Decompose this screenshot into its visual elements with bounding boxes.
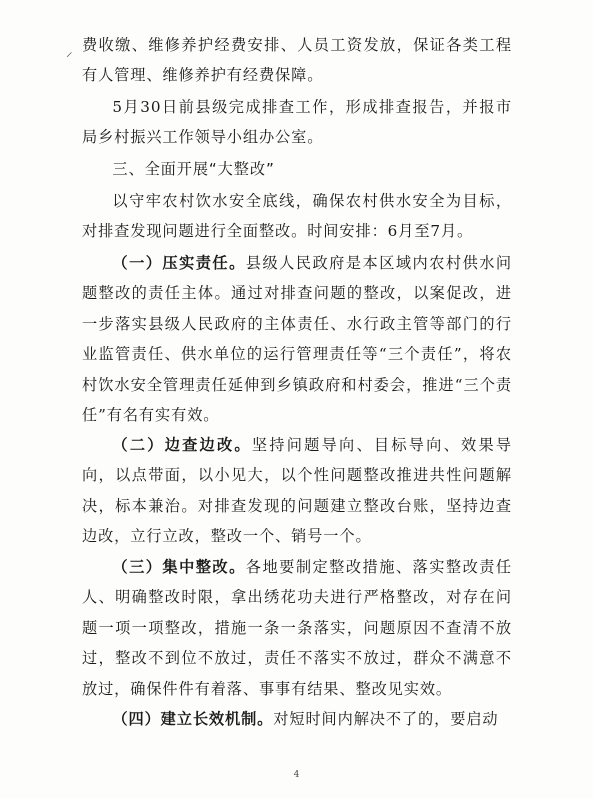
section-heading-rectification: 三、全面开展“大整改”	[112, 160, 275, 178]
subsection-title-long-term: （四）建立长效机制。	[112, 710, 274, 728]
paragraph-funding: 费收缴、维修养护经费安排、人员工资发放，保证各类工程有人管理、维修养护有经费保障。	[82, 36, 512, 85]
subsection-check-and-fix	[82, 430, 512, 552]
subsection-responsibility	[82, 248, 512, 430]
subsection-body-responsibility: 县级人民政府是本区域内农村供水问题整改的责任主体。通过对排查问题的整改，以案促改，进一步落实县级人民政府的主体责任、水行政主管等部门的行业监管责任、供水单位的运行管理责任等“三个责任”，将农村饮水安全管理责任延伸到乡镇政府和村委会，推进“三个责任”有名有实有效。	[82, 254, 513, 425]
page-number: 4	[293, 770, 300, 780]
subsection-body-focused-rectification: 各地要制定整改措施、落实整改责任人、明确整改时限，拿出绣花功夫进行严格整改，对存在问题一项一项整改，措施一条一条落实，问题原因不查清不放过，整改不到位不放过，责任不落实不放过，群众不满意不放过，确保件件有着落、事事有结果、整改见实效。	[82, 558, 513, 698]
subsection-title-responsibility: （一）压实责任。	[112, 254, 246, 272]
paragraph-goal: 以守牢农村饮水安全底线，确保农村供水安全为目标，对排查发现问题进行全面整改。时间安排：6月至7月。	[82, 192, 512, 241]
subsection-body-check-and-fix: 坚持问题导向、目标导向、效果导向，以点带面，以小见大，以个性问题整改推进共性问题解决，标本兼治。对排查发现的问题建立整改台账，坚持边查边改，立行立改，整改一个、销号一个。	[82, 436, 513, 546]
subsection-body-long-term: 对短时间内解决不了的，要启动	[273, 710, 499, 728]
subsection-title-check-and-fix: （二）边查边改。	[112, 436, 252, 454]
paragraph-deadline: 5月30日前县级完成排查工作，形成排查报告，并报市局乡村振兴工作领导小组办公室。	[82, 98, 512, 147]
subsection-title-focused-rectification: （三）集中整改。	[112, 558, 246, 576]
subsection-focused-rectification	[82, 552, 512, 704]
subsection-long-term	[82, 704, 512, 734]
margin-mark: ⸝	[66, 45, 73, 60]
